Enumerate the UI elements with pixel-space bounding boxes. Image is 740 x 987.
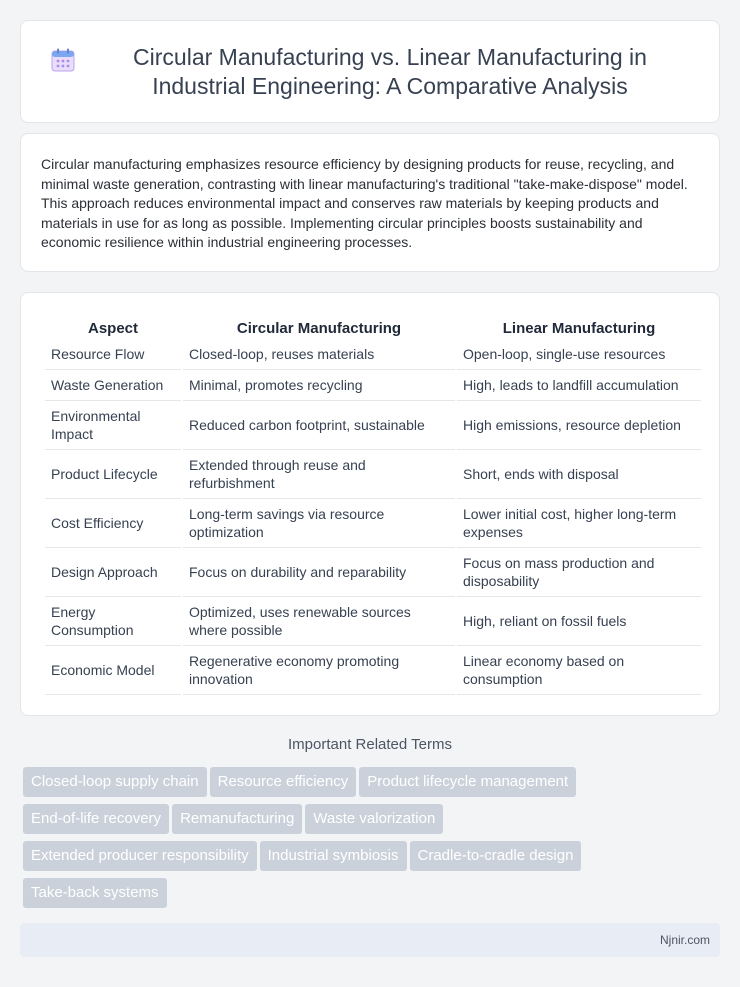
table-cell: Lower initial cost, higher long-term expenses bbox=[457, 499, 701, 548]
table-row bbox=[45, 339, 701, 370]
table-cell: Extended through reuse and refurbishment bbox=[183, 450, 455, 499]
term-tag[interactable]: Product lifecycle management bbox=[359, 767, 576, 797]
table-cell: Waste Generation bbox=[45, 370, 181, 401]
table-cell: Long-term savings via resource optimization bbox=[183, 499, 455, 548]
table-row bbox=[45, 450, 701, 499]
table-cell: Minimal, promotes recycling bbox=[183, 370, 455, 401]
comparison-table-card bbox=[20, 292, 720, 716]
table-cell: Economic Model bbox=[45, 646, 181, 695]
table-row bbox=[45, 548, 701, 597]
table-cell: Regenerative economy promoting innovation bbox=[183, 646, 455, 695]
term-tag[interactable]: Resource efficiency bbox=[210, 767, 357, 797]
table-row bbox=[45, 370, 701, 401]
comparison-table bbox=[43, 313, 703, 695]
related-terms-heading: Important Related Terms bbox=[288, 736, 452, 753]
table-header-row bbox=[45, 313, 701, 339]
summary-text: Circular manufacturing emphasizes resource efficiency by designing products for reuse, recycling, and minimal waste generation, contrasting with linear manufacturing's traditional "take-make-dispose" model. This approach reduces environmental impact and conserves raw materials by keeping products and materials in use for as long as possible. Implementing circular principles boosts sustainability and economic resilience within industrial engineering processes. bbox=[41, 156, 688, 251]
footer bbox=[20, 923, 720, 957]
table-cell: Open-loop, single-use resources bbox=[457, 339, 701, 370]
table-cell: Optimized, uses renewable sources where possible bbox=[183, 597, 455, 646]
footer-brand-link[interactable]: Njnir.com bbox=[659, 933, 710, 947]
table-cell: High, reliant on fossil fuels bbox=[457, 597, 701, 646]
header-linear: Linear Manufacturing bbox=[502, 319, 656, 337]
table-cell: Product Lifecycle bbox=[45, 450, 181, 499]
table-cell: Focus on durability and reparability bbox=[183, 548, 455, 597]
table-cell: High emissions, resource depletion bbox=[457, 401, 701, 450]
table-cell: Reduced carbon footprint, sustainable bbox=[183, 401, 455, 450]
table-cell: Resource Flow bbox=[45, 339, 181, 370]
table-row bbox=[45, 646, 701, 695]
table-cell: Cost Efficiency bbox=[45, 499, 181, 548]
table-row bbox=[45, 499, 701, 548]
term-tag[interactable]: Industrial symbiosis bbox=[260, 841, 407, 871]
page-title: Circular Manufacturing vs. Linear Manufacturing in Industrial Engineering: A Comparative Analysis bbox=[133, 43, 647, 99]
table-cell: Focus on mass production and disposability bbox=[457, 548, 701, 597]
summary-card bbox=[20, 133, 720, 272]
table-cell: Short, ends with disposal bbox=[457, 450, 701, 499]
term-tag[interactable]: Extended producer responsibility bbox=[23, 841, 257, 871]
header-circular: Circular Manufacturing bbox=[236, 319, 402, 337]
header-aspect: Aspect bbox=[87, 319, 139, 337]
related-terms-list bbox=[23, 767, 723, 915]
table-cell: Environmental Impact bbox=[45, 401, 181, 450]
term-tag[interactable]: Take-back systems bbox=[23, 878, 167, 908]
table-row bbox=[45, 401, 701, 450]
table-cell: Closed-loop, reuses materials bbox=[183, 339, 455, 370]
title-card bbox=[20, 20, 720, 123]
calendar-icon bbox=[50, 47, 76, 73]
table-cell: Design Approach bbox=[45, 548, 181, 597]
table-row bbox=[45, 597, 701, 646]
table-cell: High, leads to landfill accumulation bbox=[457, 370, 701, 401]
table-cell: Energy Consumption bbox=[45, 597, 181, 646]
term-tag[interactable]: Cradle-to-cradle design bbox=[410, 841, 582, 871]
term-tag[interactable]: Remanufacturing bbox=[172, 804, 302, 834]
term-tag[interactable]: End-of-life recovery bbox=[23, 804, 169, 834]
term-tag[interactable]: Waste valorization bbox=[305, 804, 443, 834]
term-tag[interactable]: Closed-loop supply chain bbox=[23, 767, 207, 797]
table-cell: Linear economy based on consumption bbox=[457, 646, 701, 695]
